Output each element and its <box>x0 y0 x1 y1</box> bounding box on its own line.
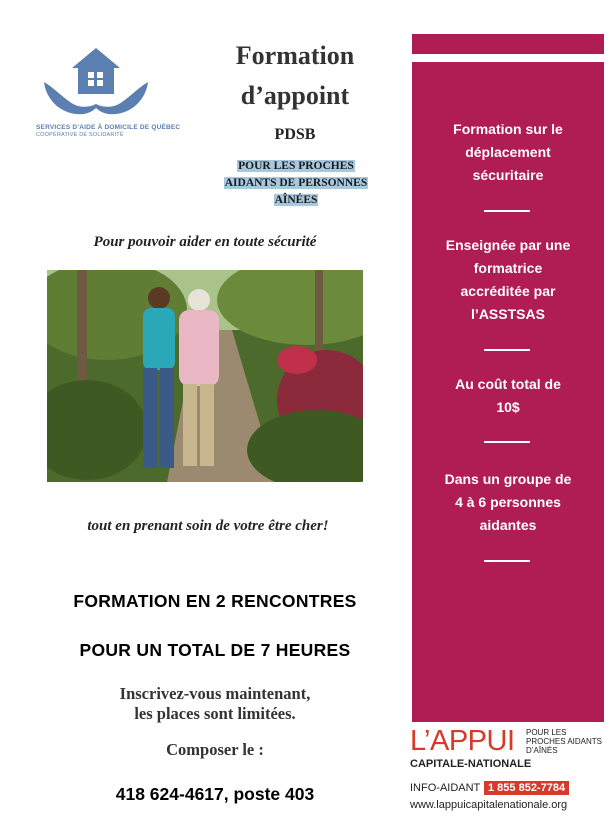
sidebar-item-line: 4 à 6 personnes <box>455 494 561 510</box>
house-hands-icon <box>36 42 186 124</box>
sidebar-divider <box>484 560 530 562</box>
signup-line-2: les places sont limitées. <box>134 704 296 723</box>
title-line-2: d’appoint <box>240 81 350 110</box>
info-aidant-number: 1 855 852-7784 <box>484 781 569 795</box>
signup-line-1: Inscrivez-vous maintenant, <box>119 684 311 703</box>
logo-subtitle: COOPÉRATIVE DE SOLIDARITÉ <box>36 132 124 138</box>
audience <box>206 158 386 209</box>
sidebar-item-cost <box>422 373 594 419</box>
hours-heading: POUR UN TOTAL DE 7 HEURES <box>79 640 351 660</box>
sidebar-item-group <box>422 468 594 537</box>
signup-text <box>50 684 380 724</box>
sidebar-item-line: accréditée par <box>460 283 556 299</box>
call-label: Composer le : <box>166 740 264 759</box>
logo-name: SERVICES D’AIDE À DOMICILE DE QUÉBEC <box>36 124 181 131</box>
sidebar-item-line: Enseignée par une <box>445 237 571 253</box>
appui-region: CAPITALE-NATIONALE <box>410 758 532 770</box>
sidebar-item-line: Dans un groupe de <box>444 471 572 487</box>
sidebar-item-line: aidantes <box>479 517 537 533</box>
sidebar-top-band <box>412 34 604 54</box>
info-sidebar <box>412 62 604 722</box>
audience-line-2: AIDANTS DE PERSONNES <box>224 177 368 189</box>
sidebar-item-line: formatrice <box>473 260 543 276</box>
appui-tagline-line: PROCHES AIDANTS <box>526 737 603 746</box>
title-line-1: Formation <box>235 41 355 70</box>
partner-website-link[interactable]: www.lappuicapitalenationale.org <box>410 799 568 811</box>
audience-line-1: POUR LES PROCHES <box>238 160 354 172</box>
sidebar-item-line: déplacement <box>465 144 551 160</box>
appui-tagline-line: D’AÎNÉS <box>526 746 558 755</box>
phone-number: 418 624-4617, poste 403 <box>115 784 315 804</box>
sessions-heading: FORMATION EN 2 RENCONTRES <box>73 591 357 611</box>
garden-path-photo <box>47 270 363 482</box>
sidebar-divider <box>484 210 530 212</box>
sidebar-item-line: 10$ <box>496 399 520 415</box>
tagline-bottom: tout en prenant soin de votre être cher! <box>87 518 329 534</box>
sidebar-item-training <box>422 118 594 187</box>
sidebar-item-line: l’ASSTSAS <box>471 306 545 322</box>
sidebar-item-instructor <box>422 234 594 326</box>
audience-line-3: AÎNÉES <box>274 194 318 206</box>
appui-tagline-line: POUR LES <box>526 728 567 737</box>
sidebar-item-line: Formation sur le <box>453 121 563 137</box>
appui-tagline <box>526 728 612 755</box>
sidebar-item-line: sécuritaire <box>472 167 544 183</box>
appui-logo-name: L’APPUI <box>410 725 515 757</box>
info-aidant-label: INFO-AIDANT <box>410 782 481 794</box>
acronym: PDSB <box>274 126 316 143</box>
sidebar-item-line: Au coût total de <box>455 376 561 392</box>
sidebar-divider <box>484 441 530 443</box>
sidebar-divider <box>484 349 530 351</box>
tagline-top: Pour pouvoir aider en toute sécurité <box>93 234 317 250</box>
page-title <box>200 36 390 116</box>
